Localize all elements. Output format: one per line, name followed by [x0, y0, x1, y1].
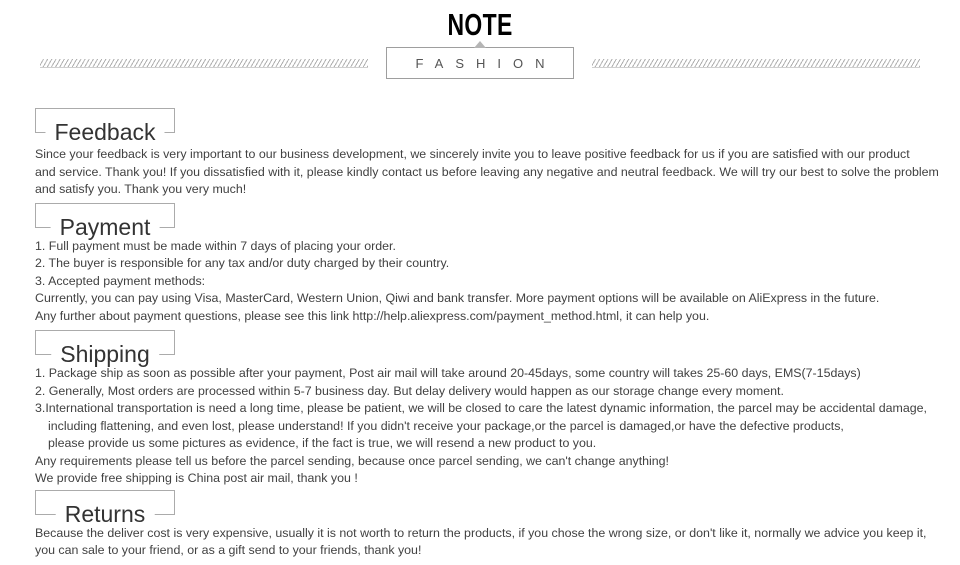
text-line: 3. Accepted payment methods: [35, 273, 206, 288]
title-row [0, 0, 960, 44]
text-line: 1. Package ship as soon as possible after your payment, Post air mail will take around 20-45days, some country will takes 25-60 days, EMS(7-15days) [35, 366, 861, 380]
text-line: 3.International transportation is need a long time, please be patient, we will be closed to care the latest dynamic information, the parcel may be accidental damage, [35, 401, 927, 415]
text-line: We provide free shipping is China post air mail, thank you ! [35, 471, 358, 485]
text-line: including flattening, and even lost, please understand! If you didn't receive your package,or the parcel is damaged,or have the defective products, [48, 418, 844, 433]
section-body-feedback [35, 146, 945, 199]
triangle-up-icon [474, 41, 486, 48]
section-title-payment: Payment [51, 215, 160, 239]
text-line: you can sale to your friend, or as a gift send to your friends, thank you! [35, 543, 422, 557]
section-body-returns [35, 525, 945, 560]
text-line: Any requirements please tell us before the parcel sending, because once parcel sending, we can't change anything! [35, 453, 670, 468]
section-heading-box-shipping [35, 330, 175, 367]
section-title-shipping: Shipping [51, 342, 159, 366]
section-heading-box-feedback [35, 108, 175, 145]
page-title: NOTE [447, 7, 513, 42]
section-title-feedback: Feedback [45, 120, 164, 144]
section-payment [35, 203, 945, 326]
note-content [0, 108, 960, 560]
text-line-payment-help-link: Any further about payment questions, please see this link http://help.aliexpress.com/payment_method.html, it can help you. [35, 308, 710, 323]
section-heading-box-payment [35, 203, 175, 240]
text-line: Currently, you can pay using Visa, MasterCard, Western Union, Qiwi and bank transfer. More payment options will be available on AliExpress in the future. [35, 291, 880, 305]
text-line: and satisfy you. Thank you very much! [35, 182, 247, 196]
section-heading-box-returns [35, 490, 175, 527]
text-line: Because the deliver cost is very expensive, usually it is not worth to return the products, if you chose the wrong size, or don't like it, normally we advice you keep it, [35, 525, 927, 540]
section-title-returns: Returns [56, 502, 155, 526]
text-line: 1. Full payment must be made within 7 days of placing your order. [35, 238, 396, 253]
text-line: 2. The buyer is responsible for any tax and/or duty charged by their country. [35, 256, 450, 270]
text-line: Since your feedback is very important to our business development, we sincerely invite you to leave positive feedback for us if you are satisfied with our product [35, 147, 910, 161]
text-line: please provide us some pictures as evidence, if the fact is true, we will resend a new product to you. [48, 436, 597, 450]
fashion-divider [40, 46, 920, 80]
hatch-line-right [592, 59, 920, 68]
section-body-shipping [35, 365, 945, 488]
fashion-badge [386, 47, 574, 79]
hatch-line-left [40, 59, 368, 68]
section-shipping [35, 330, 945, 488]
section-feedback [35, 108, 945, 199]
text-line: and service. Thank you! If you dissatisfied with it, please kindly contact us before leaving any negative and neutral feedback. We will try our best to solve the problem [35, 164, 939, 179]
fashion-badge-label: FASHION [415, 55, 557, 71]
section-returns [35, 490, 945, 560]
section-body-payment [35, 238, 945, 326]
text-line: 2. Generally, Most orders are processed within 5-7 business day. But delay delivery would happen as our storage change every moment. [35, 383, 784, 398]
